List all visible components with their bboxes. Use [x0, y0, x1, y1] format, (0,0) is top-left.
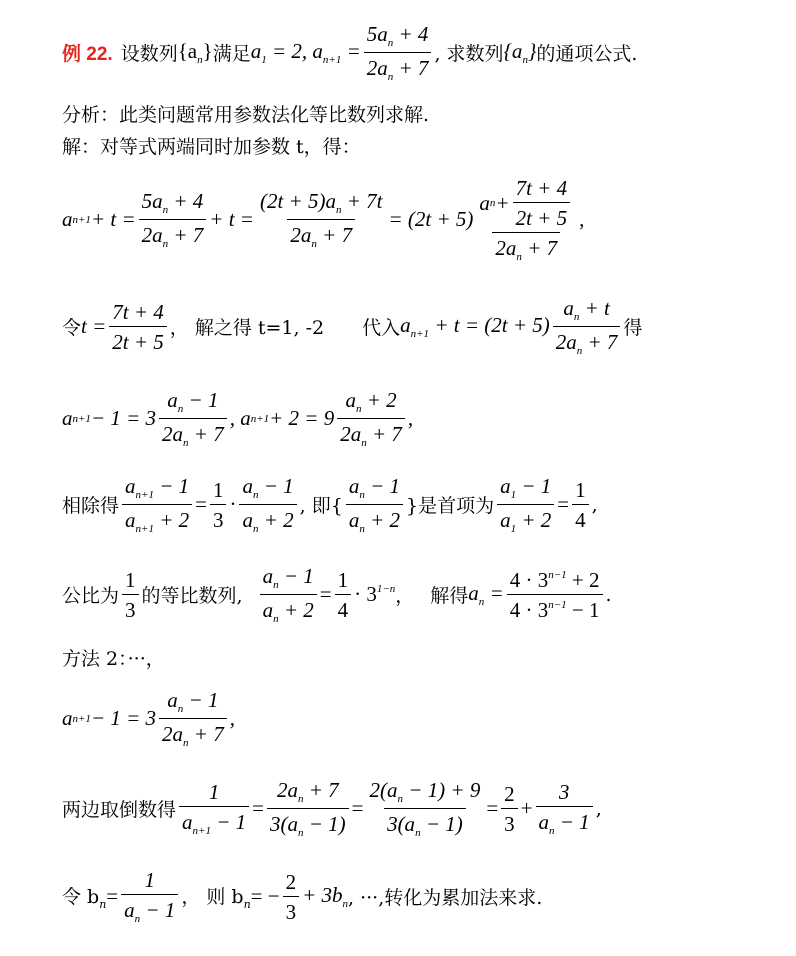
den: a — [125, 507, 136, 532]
den: 2a — [366, 55, 388, 80]
ask-tail: 的通项公式. — [536, 43, 638, 66]
fraction — [122, 474, 192, 535]
num-tail: + 7 — [303, 778, 339, 802]
num: a — [242, 474, 253, 498]
step8-line — [62, 868, 542, 926]
den: a — [182, 809, 193, 834]
sub: n — [273, 612, 279, 625]
sub: n — [197, 54, 203, 67]
den-tail: + 7 — [366, 421, 402, 446]
den: 2a — [290, 222, 312, 247]
ie: , 即{ — [299, 495, 343, 518]
fraction — [337, 388, 405, 449]
fraction — [210, 478, 227, 532]
num: a — [345, 388, 356, 412]
fraction — [159, 388, 227, 449]
period: . — [605, 583, 612, 606]
comma: , — [229, 706, 235, 731]
analysis-line: 分析：此类问题常用参数法化等比数列求解. — [62, 104, 430, 126]
p2: + 2 = 9 — [269, 406, 335, 431]
num: 5a — [366, 22, 388, 46]
sub: n — [478, 596, 485, 609]
fraction — [507, 568, 603, 622]
close-text: }是首项为 — [405, 495, 495, 518]
den: a — [262, 597, 274, 622]
sub-text: 代入 — [362, 317, 401, 340]
eq: = — [557, 492, 570, 517]
plus: + — [520, 796, 533, 821]
den-tail: − 1) — [303, 811, 346, 836]
sub: n — [415, 826, 421, 839]
eq: = (2t + 5) — [388, 207, 474, 232]
eq: = — [252, 796, 264, 821]
comma: , — [407, 406, 414, 431]
den: 2a — [340, 421, 362, 446]
example-label: 例 22. — [62, 44, 113, 66]
den: a — [124, 898, 135, 923]
sub: n — [162, 237, 169, 250]
fraction — [122, 568, 139, 622]
sub: n+1 — [410, 328, 430, 341]
eq: = — [341, 39, 361, 64]
seq-close: } — [527, 39, 537, 64]
a: a — [468, 581, 479, 606]
sub: n — [273, 579, 279, 591]
sub: n — [387, 37, 394, 49]
eq: = — [195, 492, 207, 517]
fraction — [364, 22, 432, 83]
sub: n — [355, 403, 362, 415]
example-statement — [62, 22, 637, 83]
sub: 1 — [261, 54, 267, 67]
fraction — [257, 189, 386, 250]
num: a — [167, 688, 178, 712]
num: 1 — [575, 477, 586, 502]
sep: , a — [229, 406, 251, 431]
den: 3(a — [269, 811, 298, 836]
sub: n — [549, 824, 555, 837]
den-tail: − 1) — [420, 811, 463, 836]
sup: n−1 — [548, 598, 567, 611]
sub: n — [99, 898, 107, 912]
sub: n+1 — [135, 522, 154, 535]
den-tail: + 7 — [316, 222, 353, 247]
den-tail: + 2 — [278, 597, 314, 622]
den-tail: + 7 — [393, 55, 429, 80]
num-tail: − 1 — [183, 688, 219, 712]
num-tail: − 1 — [153, 474, 190, 498]
sub: n — [297, 793, 304, 805]
den: 3 — [122, 594, 139, 622]
comma: , — [579, 207, 585, 232]
step6-line — [62, 688, 235, 749]
num: 1 — [337, 567, 349, 592]
step1-equation — [62, 176, 584, 264]
sub: n — [311, 237, 317, 250]
num: a — [125, 474, 136, 498]
fraction — [260, 564, 317, 625]
comma: ， — [395, 585, 415, 608]
sub: n — [252, 522, 259, 535]
num: a — [500, 474, 511, 498]
eq: = — [319, 582, 332, 607]
sub: n — [243, 898, 251, 912]
eq-neg: = − — [250, 884, 280, 909]
fraction — [121, 868, 178, 926]
num-tail: − 1 — [183, 388, 219, 412]
den: a — [500, 507, 511, 532]
a: a — [62, 406, 73, 431]
den: 2a — [141, 222, 163, 247]
num-tail: − 1 — [364, 474, 400, 498]
den-tail: − 1 — [210, 809, 247, 834]
sub: n — [516, 251, 522, 264]
dot: · — [229, 492, 237, 517]
sub: n — [522, 54, 528, 67]
example-intro: 设数列 — [120, 43, 178, 66]
comma: , — [595, 797, 602, 820]
fraction — [139, 189, 207, 250]
fraction — [497, 474, 554, 535]
step2-line — [62, 296, 642, 357]
plus: + — [495, 191, 510, 216]
sub: n — [183, 736, 189, 749]
t-eq: t = — [81, 314, 107, 339]
num-tail: + t — [579, 296, 610, 320]
den: 4 · 3 — [509, 597, 549, 622]
fraction — [501, 782, 518, 836]
sub: n — [387, 70, 394, 83]
den-tail: + 2 — [516, 507, 552, 532]
sub: n — [576, 344, 583, 357]
eq: = — [484, 581, 504, 606]
sub: n+1 — [72, 412, 91, 425]
num-tail: + 4 — [393, 22, 429, 46]
ratio-text: 公比为 — [62, 585, 120, 608]
step4-line — [62, 474, 598, 535]
den: 2t + 5 — [513, 202, 571, 230]
den-tail: + 2 — [153, 507, 190, 532]
sub: n+1 — [250, 412, 270, 425]
num: 2(a — [369, 778, 398, 802]
den: 3 — [501, 808, 518, 836]
comma: , — [591, 493, 598, 516]
den: 2a — [495, 236, 517, 261]
cond-rest: = 2, a — [266, 39, 323, 64]
m1: − 1 = 3 — [90, 406, 157, 431]
sup: n−1 — [548, 568, 567, 581]
fraction — [346, 474, 403, 535]
num: 2 — [504, 781, 515, 806]
sub: 1 — [510, 522, 517, 535]
sub: n — [177, 703, 184, 715]
let: 令 — [62, 317, 82, 340]
den-tail: + 7 — [521, 236, 558, 261]
sub: n — [359, 522, 365, 535]
geo-text: 的等比数列, — [141, 585, 243, 608]
den-tail: + 2 — [364, 507, 400, 532]
sub: n — [489, 196, 496, 209]
sub: n — [134, 913, 141, 926]
sub: n — [359, 489, 365, 501]
then-b: ， 则 b — [181, 886, 244, 909]
sub: n — [252, 489, 259, 501]
sub: n+1 — [192, 824, 211, 837]
num: 7t + 4 — [515, 176, 568, 200]
num: 3 — [558, 779, 570, 804]
den: 4 — [572, 504, 589, 532]
den: 2a — [555, 329, 577, 354]
fraction — [267, 778, 349, 839]
solved-text: 解得 — [430, 585, 469, 608]
sub: n+1 — [322, 54, 342, 67]
den-tail: + 7 — [168, 222, 204, 247]
den: a — [538, 809, 550, 834]
step7-line — [62, 778, 602, 839]
fraction — [109, 300, 167, 354]
num: 7t + 4 — [112, 299, 164, 324]
fraction — [366, 778, 483, 839]
sub: n+1 — [72, 213, 91, 226]
den: 3 — [210, 504, 227, 532]
mid: + t = — [209, 207, 254, 232]
num: (2t + 5)a — [259, 189, 336, 214]
method2-line: 方法 2：···， — [62, 648, 165, 670]
num-tail: + 4 — [168, 189, 204, 214]
num: a — [167, 388, 178, 412]
sup: 1−n — [376, 583, 396, 596]
num-tail: + 2 — [361, 388, 397, 412]
num: 2a — [276, 778, 298, 802]
seq-open: {a — [177, 39, 198, 64]
plus-t: + t = — [90, 207, 136, 232]
sub: n — [297, 826, 304, 839]
den: 3(a — [387, 811, 416, 836]
ask-text: , 求数列 — [434, 43, 504, 66]
step5-line — [62, 564, 612, 625]
num: 4 · 3 — [509, 567, 549, 592]
num: a — [348, 474, 360, 498]
sub: n — [342, 898, 349, 911]
satisfy-text: 满足 — [212, 43, 251, 66]
den-tail: + 7 — [188, 721, 224, 746]
pow: · 3 — [354, 582, 377, 607]
rest: + t = (2t + 5) — [429, 313, 550, 338]
divide-text: 相除得 — [62, 495, 120, 518]
sub: n — [335, 204, 342, 217]
num: 1 — [212, 477, 224, 502]
num-tail: − 1 — [516, 474, 552, 498]
sub: n+1 — [135, 489, 154, 501]
sub: n — [177, 403, 184, 415]
seq-open: {a — [503, 39, 523, 64]
eq: = — [351, 796, 364, 821]
num-tail: − 1) + 9 — [402, 778, 481, 802]
sub: n — [573, 311, 580, 323]
recip-text: 两边取倒数得 — [62, 799, 177, 822]
sub: n — [162, 204, 169, 217]
eq: = — [106, 884, 119, 909]
den-tail: + 7 — [188, 421, 224, 446]
num-tail: − 1 — [278, 564, 314, 588]
m1: − 1 = 3 — [90, 706, 157, 731]
solve-text: ， 解之得 t=1, -2 — [169, 317, 325, 340]
big-fraction — [476, 176, 576, 264]
eq: = — [486, 796, 499, 821]
den-tail: − 1 — [140, 898, 176, 923]
den: 2t + 5 — [109, 326, 167, 354]
fraction — [572, 478, 589, 532]
let-b: 令 b — [62, 886, 100, 909]
a: a — [62, 706, 73, 731]
fraction — [335, 568, 352, 622]
num: 2 — [285, 869, 297, 894]
num: 1 — [125, 567, 136, 592]
sub: n — [361, 436, 367, 449]
den: a — [242, 507, 253, 532]
num: 1 — [144, 868, 155, 892]
sub: n — [397, 793, 403, 805]
fraction — [283, 870, 300, 924]
num: 1 — [208, 779, 220, 804]
seq-close: } — [202, 39, 213, 64]
cond-a1: a — [250, 39, 262, 64]
num: a — [563, 296, 574, 320]
num: a — [262, 564, 274, 588]
a: a — [479, 191, 490, 216]
num-tail: + 7t — [341, 189, 383, 214]
den-tail: + 7 — [582, 329, 618, 354]
num: 5a — [141, 189, 163, 214]
den: 2a — [162, 721, 184, 746]
den: 3 — [283, 896, 300, 924]
fraction — [159, 688, 227, 749]
sub: 1 — [510, 489, 517, 501]
a: a — [62, 207, 73, 232]
fraction — [239, 474, 296, 535]
solution-intro: 解：对等式两端同时加参数 t，得： — [62, 136, 361, 158]
sub: n+1 — [72, 712, 91, 725]
num-tail: + 2 — [566, 567, 600, 592]
tail-text: , ···,转化为累加法来求. — [348, 887, 543, 910]
den: a — [348, 507, 360, 532]
sub: n — [183, 436, 189, 449]
inner-fraction — [513, 176, 571, 230]
fraction — [179, 780, 249, 838]
den-tail: − 1 — [554, 809, 590, 834]
den-tail: − 1 — [566, 597, 600, 622]
den-tail: + 2 — [258, 507, 294, 532]
step3-line — [62, 388, 413, 449]
rest: + 3b — [302, 883, 343, 908]
fraction — [553, 296, 621, 357]
a: a — [400, 313, 411, 338]
den: 4 — [335, 594, 352, 622]
get-text: 得 — [623, 317, 643, 340]
num-tail: − 1 — [258, 474, 294, 498]
fraction — [536, 780, 593, 838]
den: 2a — [162, 421, 184, 446]
